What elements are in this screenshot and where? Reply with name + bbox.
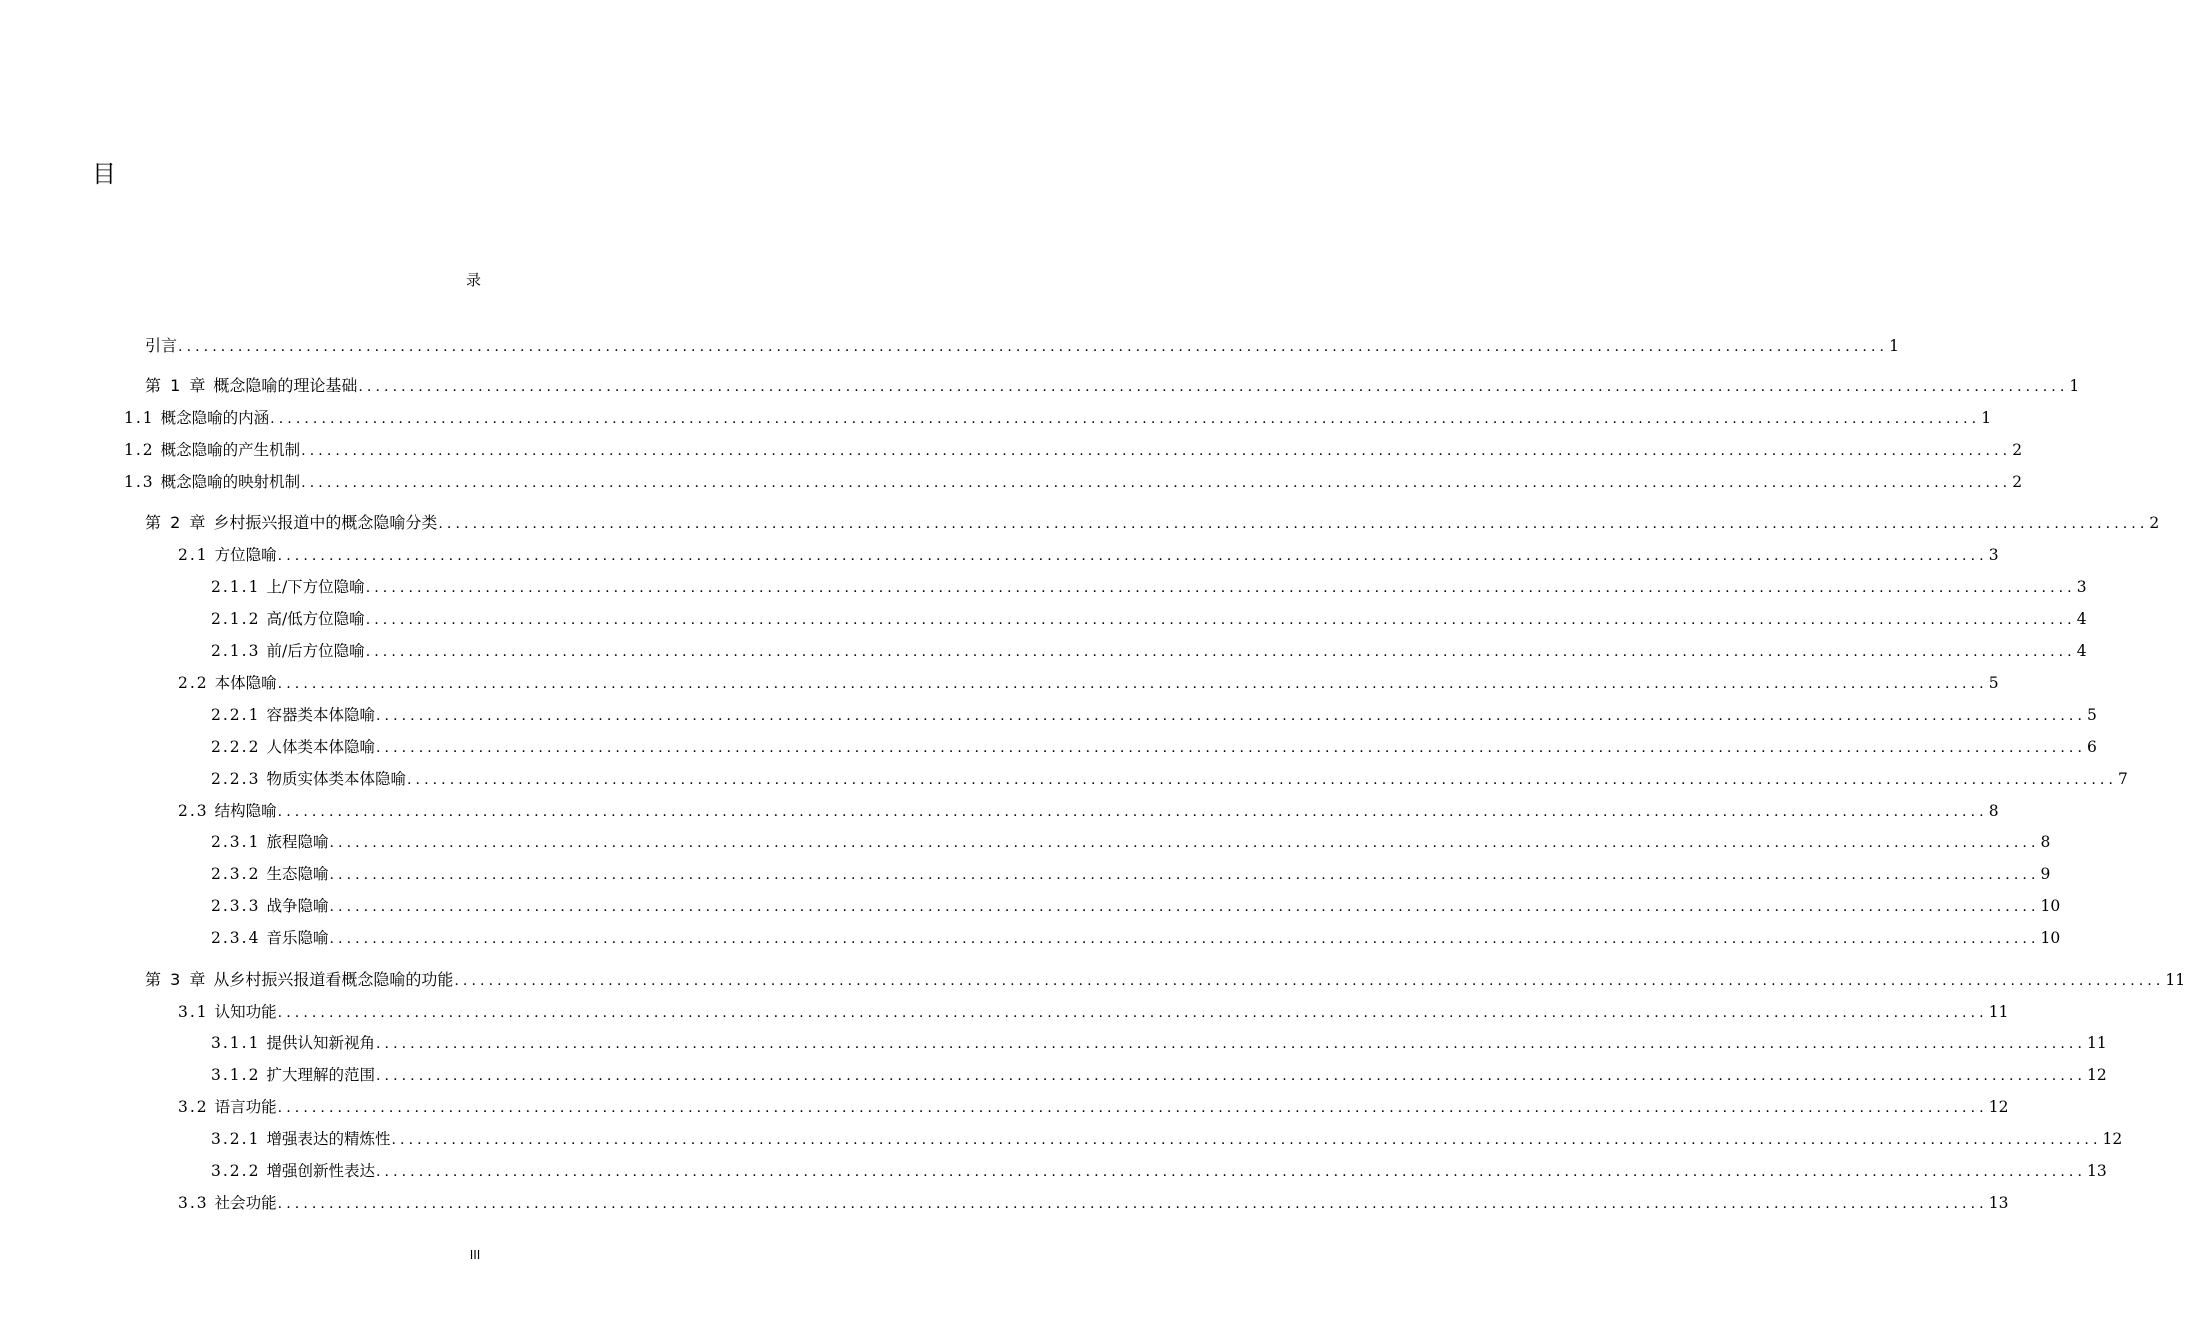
toc-entry-text: 人体类本体隐喻 (266, 738, 375, 756)
toc-entry-page: 13 (2087, 1162, 2107, 1180)
toc-entry-number: 3.1 (178, 1003, 209, 1021)
toc-dot-leader: ........................................................................................................................................................................................................ (365, 644, 2076, 660)
toc-dot-leader: ........................................................................................................................................................................................................ (391, 1132, 2102, 1148)
toc-entry[interactable] (211, 735, 2097, 759)
toc-dot-leader: ........................................................................................................................................................................................................ (277, 804, 1988, 820)
page-number: III (469, 1248, 481, 1262)
toc-entry-text: 战争隐喻 (266, 897, 329, 915)
toc-entry-title (178, 1095, 277, 1119)
toc-entry-page: 8 (2040, 833, 2051, 851)
toc-entry-number: 3.2.2 (211, 1162, 261, 1180)
toc-entry-number: 2.3.2 (211, 865, 261, 883)
toc-entry[interactable] (124, 438, 2023, 462)
toc-entry-title (211, 703, 375, 727)
toc-entry-page: 5 (2087, 706, 2097, 724)
toc-dot-leader: ........................................................................................................................................................................................................ (365, 580, 2076, 596)
toc-entry-text: 乡村振兴报道中的概念隐喻分类 (213, 513, 438, 532)
toc-dot-leader: ........................................................................................................................................................................................................ (365, 612, 2076, 628)
toc-dot-leader: ........................................................................................................................................................................................................ (375, 1068, 2087, 1084)
toc-dot-leader: ........................................................................................................................................................................................................ (329, 931, 2040, 947)
toc-entry-text: 语言功能 (214, 1098, 277, 1116)
toc-entry-text: 概念隐喻的理论基础 (213, 376, 358, 395)
toc-entry-page: 12 (2087, 1066, 2107, 1084)
toc-dot-leader: ........................................................................................................................................................................................................ (270, 411, 1981, 427)
toc-entry-text: 提供认知新视角 (266, 1034, 375, 1052)
toc-entry-page: 4 (2076, 610, 2087, 628)
toc-entry-number: 3.2 (178, 1098, 209, 1116)
toc-entry-page: 10 (2040, 929, 2061, 947)
toc-dot-leader: ........................................................................................................................................................................................................ (454, 973, 2165, 989)
toc-entry-number: 3.2.1 (211, 1130, 261, 1148)
toc-entry[interactable] (211, 1159, 2107, 1183)
toc-entry[interactable] (178, 1000, 2009, 1024)
toc-dot-leader: ........................................................................................................................................................................................................ (277, 1196, 1988, 1212)
toc-entry-title (211, 1159, 375, 1183)
toc-entry[interactable] (211, 575, 2087, 599)
toc-entry-text: 概念隐喻的内涵 (160, 409, 270, 427)
toc-entry[interactable] (178, 1095, 2009, 1119)
toc-entry-text: 上/下方位隐喻 (266, 578, 365, 596)
toc-entry-title (211, 1127, 390, 1151)
toc-entry-text: 本体隐喻 (214, 674, 277, 692)
toc-entry-title (211, 1031, 375, 1055)
toc-heading-mu: 目 (92, 160, 116, 188)
toc-entry[interactable] (211, 862, 2051, 886)
toc-dot-leader: ........................................................................................................................................................................................................ (329, 899, 2040, 915)
toc-entry[interactable] (178, 799, 1999, 823)
toc-entry-page: 1 (1889, 337, 1899, 355)
toc-dot-leader: ........................................................................................................................................................................................................ (301, 475, 2012, 491)
toc-entry[interactable] (178, 671, 1999, 695)
toc-entry-title (145, 374, 357, 398)
toc-entry-text: 物质实体类本体隐喻 (266, 770, 406, 788)
toc-entry[interactable] (211, 894, 2061, 918)
toc-entry-text: 认知功能 (214, 1003, 277, 1021)
toc-entry[interactable] (211, 639, 2087, 663)
toc-entry-page: 11 (2165, 971, 2185, 989)
toc-dot-leader: ........................................................................................................................................................................................................ (301, 443, 2012, 459)
toc-entry-page: 11 (1988, 1003, 2009, 1021)
toc-entry[interactable] (211, 767, 2128, 791)
toc-entry-title (211, 607, 365, 631)
toc-entry-page: 12 (2102, 1130, 2123, 1148)
toc-entry[interactable] (211, 926, 2061, 950)
toc-entry-text: 概念隐喻的映射机制 (160, 473, 301, 491)
toc-entry[interactable] (178, 543, 1999, 567)
toc-entry-text: 社会功能 (214, 1194, 277, 1212)
toc-entry-text: 引言 (145, 336, 178, 355)
toc-entry-title (145, 968, 453, 992)
toc-entry-number: 第 3 章 (145, 970, 208, 989)
toc-entry-page: 11 (2087, 1034, 2107, 1052)
toc-entry[interactable] (145, 511, 2160, 535)
toc-entry-title (211, 830, 328, 854)
toc-entry[interactable] (145, 968, 2185, 992)
toc-entry-title (211, 862, 328, 886)
toc-entry-number: 2.3 (178, 802, 209, 820)
toc-entry-number: 2.2.2 (211, 738, 261, 756)
toc-entry-title (211, 1063, 375, 1087)
toc-entry-number: 2.2 (178, 674, 209, 692)
toc-dot-leader: ........................................................................................................................................................................................................ (375, 740, 2087, 756)
toc-entry-page: 7 (2118, 770, 2128, 788)
toc-entry[interactable] (145, 374, 2080, 398)
toc-dot-leader: ........................................................................................................................................................................................................ (329, 867, 2040, 883)
toc-entry[interactable] (211, 1031, 2107, 1055)
toc-entry-number: 2.2.3 (211, 770, 261, 788)
toc-dot-leader: ........................................................................................................................................................................................................ (277, 676, 1988, 692)
toc-entry-title (211, 575, 365, 599)
toc-entry-number: 2.1.2 (211, 610, 261, 628)
toc-entry[interactable] (211, 1063, 2107, 1087)
toc-entry-page: 10 (2040, 897, 2061, 915)
toc-entry-text: 从乡村振兴报道看概念隐喻的功能 (213, 970, 454, 989)
toc-entry-page: 5 (1988, 674, 1999, 692)
toc-entry-title (124, 470, 300, 494)
toc-entry-text: 增强创新性表达 (266, 1162, 375, 1180)
toc-heading-lu: 录 (466, 271, 482, 289)
toc-entry-title (124, 406, 269, 430)
toc-entry-title (145, 334, 177, 358)
toc-entry-number: 第 2 章 (145, 513, 208, 532)
toc-entry-text: 音乐隐喻 (266, 929, 329, 947)
toc-entry-title (211, 735, 375, 759)
toc-entry-number: 1.1 (124, 409, 155, 427)
toc-entry-text: 扩大理解的范围 (266, 1066, 375, 1084)
toc-entry-number: 2.3.3 (211, 897, 261, 915)
toc-entry-number: 3.1.1 (211, 1034, 261, 1052)
toc-entry-page: 2 (2012, 441, 2023, 459)
toc-entry-number: 3.3 (178, 1194, 209, 1212)
toc-entry-text: 高/低方位隐喻 (266, 610, 365, 628)
toc-entry-number: 2.3.4 (211, 929, 261, 947)
toc-entry-number: 1.3 (124, 473, 155, 491)
toc-dot-leader: ........................................................................................................................................................................................................ (438, 516, 2149, 532)
toc-entry-title (178, 543, 277, 567)
toc-entry-title (124, 438, 300, 462)
toc-entry-title (211, 894, 328, 918)
toc-entry-text: 增强表达的精炼性 (266, 1130, 391, 1148)
toc-entry-number: 1.2 (124, 441, 155, 459)
toc-dot-leader: ........................................................................................................................................................................................................ (375, 1036, 2087, 1052)
toc-dot-leader: ........................................................................................................................................................................................................ (277, 548, 1988, 564)
toc-dot-leader: ........................................................................................................................................................................................................ (375, 1164, 2087, 1180)
toc-dot-leader: ........................................................................................................................................................................................................ (358, 379, 2069, 395)
toc-entry-number: 2.3.1 (211, 833, 261, 851)
toc-entry[interactable] (211, 830, 2051, 854)
toc-entry-number: 2.2.1 (211, 706, 261, 724)
toc-entry-text: 前/后方位隐喻 (266, 642, 365, 660)
toc-entry-page: 4 (2076, 642, 2087, 660)
toc-dot-leader: ........................................................................................................................................................................................................ (406, 772, 2118, 788)
toc-entry-number: 2.1.1 (211, 578, 261, 596)
toc-dot-leader: ........................................................................................................................................................................................................ (375, 708, 2087, 724)
toc-entry-title (178, 1000, 277, 1024)
toc-dot-leader: ........................................................................................................................................................................................................ (277, 1100, 1988, 1116)
toc-entry-title (145, 511, 437, 535)
toc-entry[interactable] (145, 334, 1899, 358)
toc-entry-title (211, 767, 406, 791)
toc-entry-text: 方位隐喻 (214, 546, 277, 564)
toc-entry-title (178, 1191, 277, 1215)
toc-entry-number: 3.1.2 (211, 1066, 261, 1084)
toc-entry[interactable] (211, 703, 2097, 727)
toc-entry-number: 第 1 章 (145, 376, 208, 395)
toc-entry-page: 13 (1988, 1194, 2009, 1212)
toc-entry[interactable] (178, 1191, 2009, 1215)
toc-dot-leader: ........................................................................................................................................................................................................ (329, 835, 2040, 851)
toc-entry-title (211, 926, 328, 950)
toc-entry-title (178, 799, 277, 823)
toc-entry-text: 生态隐喻 (266, 865, 329, 883)
toc-entry-page: 2 (2149, 514, 2160, 532)
toc-entry-number: 2.1.3 (211, 642, 261, 660)
toc-entry[interactable] (211, 607, 2087, 631)
toc-entry[interactable] (124, 470, 2023, 494)
toc-entry-text: 概念隐喻的产生机制 (160, 441, 301, 459)
toc-entry-text: 旅程隐喻 (266, 833, 329, 851)
toc-entry-page: 3 (2076, 578, 2087, 596)
toc-entry-title (211, 639, 365, 663)
toc-entry-page: 6 (2087, 738, 2097, 756)
toc-entry[interactable] (124, 406, 1992, 430)
toc-entry-page: 9 (2040, 865, 2051, 883)
toc-dot-leader: ........................................................................................................................................................................................................ (277, 1005, 1988, 1021)
toc-entry-page: 1 (2069, 377, 2080, 395)
toc-entry-text: 结构隐喻 (214, 802, 277, 820)
toc-dot-leader: ........................................................................................................................................................................................................ (178, 339, 1889, 355)
toc-entry-title (178, 671, 277, 695)
toc-entry-page: 8 (1988, 802, 1999, 820)
toc-entry-number: 2.1 (178, 546, 209, 564)
toc-entry-page: 12 (1988, 1098, 2009, 1116)
toc-entry-page: 2 (2012, 473, 2023, 491)
toc-entry-page: 1 (1981, 409, 1992, 427)
toc-entry-page: 3 (1988, 546, 1999, 564)
toc-entry-text: 容器类本体隐喻 (266, 706, 375, 724)
toc-entry[interactable] (211, 1127, 2123, 1151)
